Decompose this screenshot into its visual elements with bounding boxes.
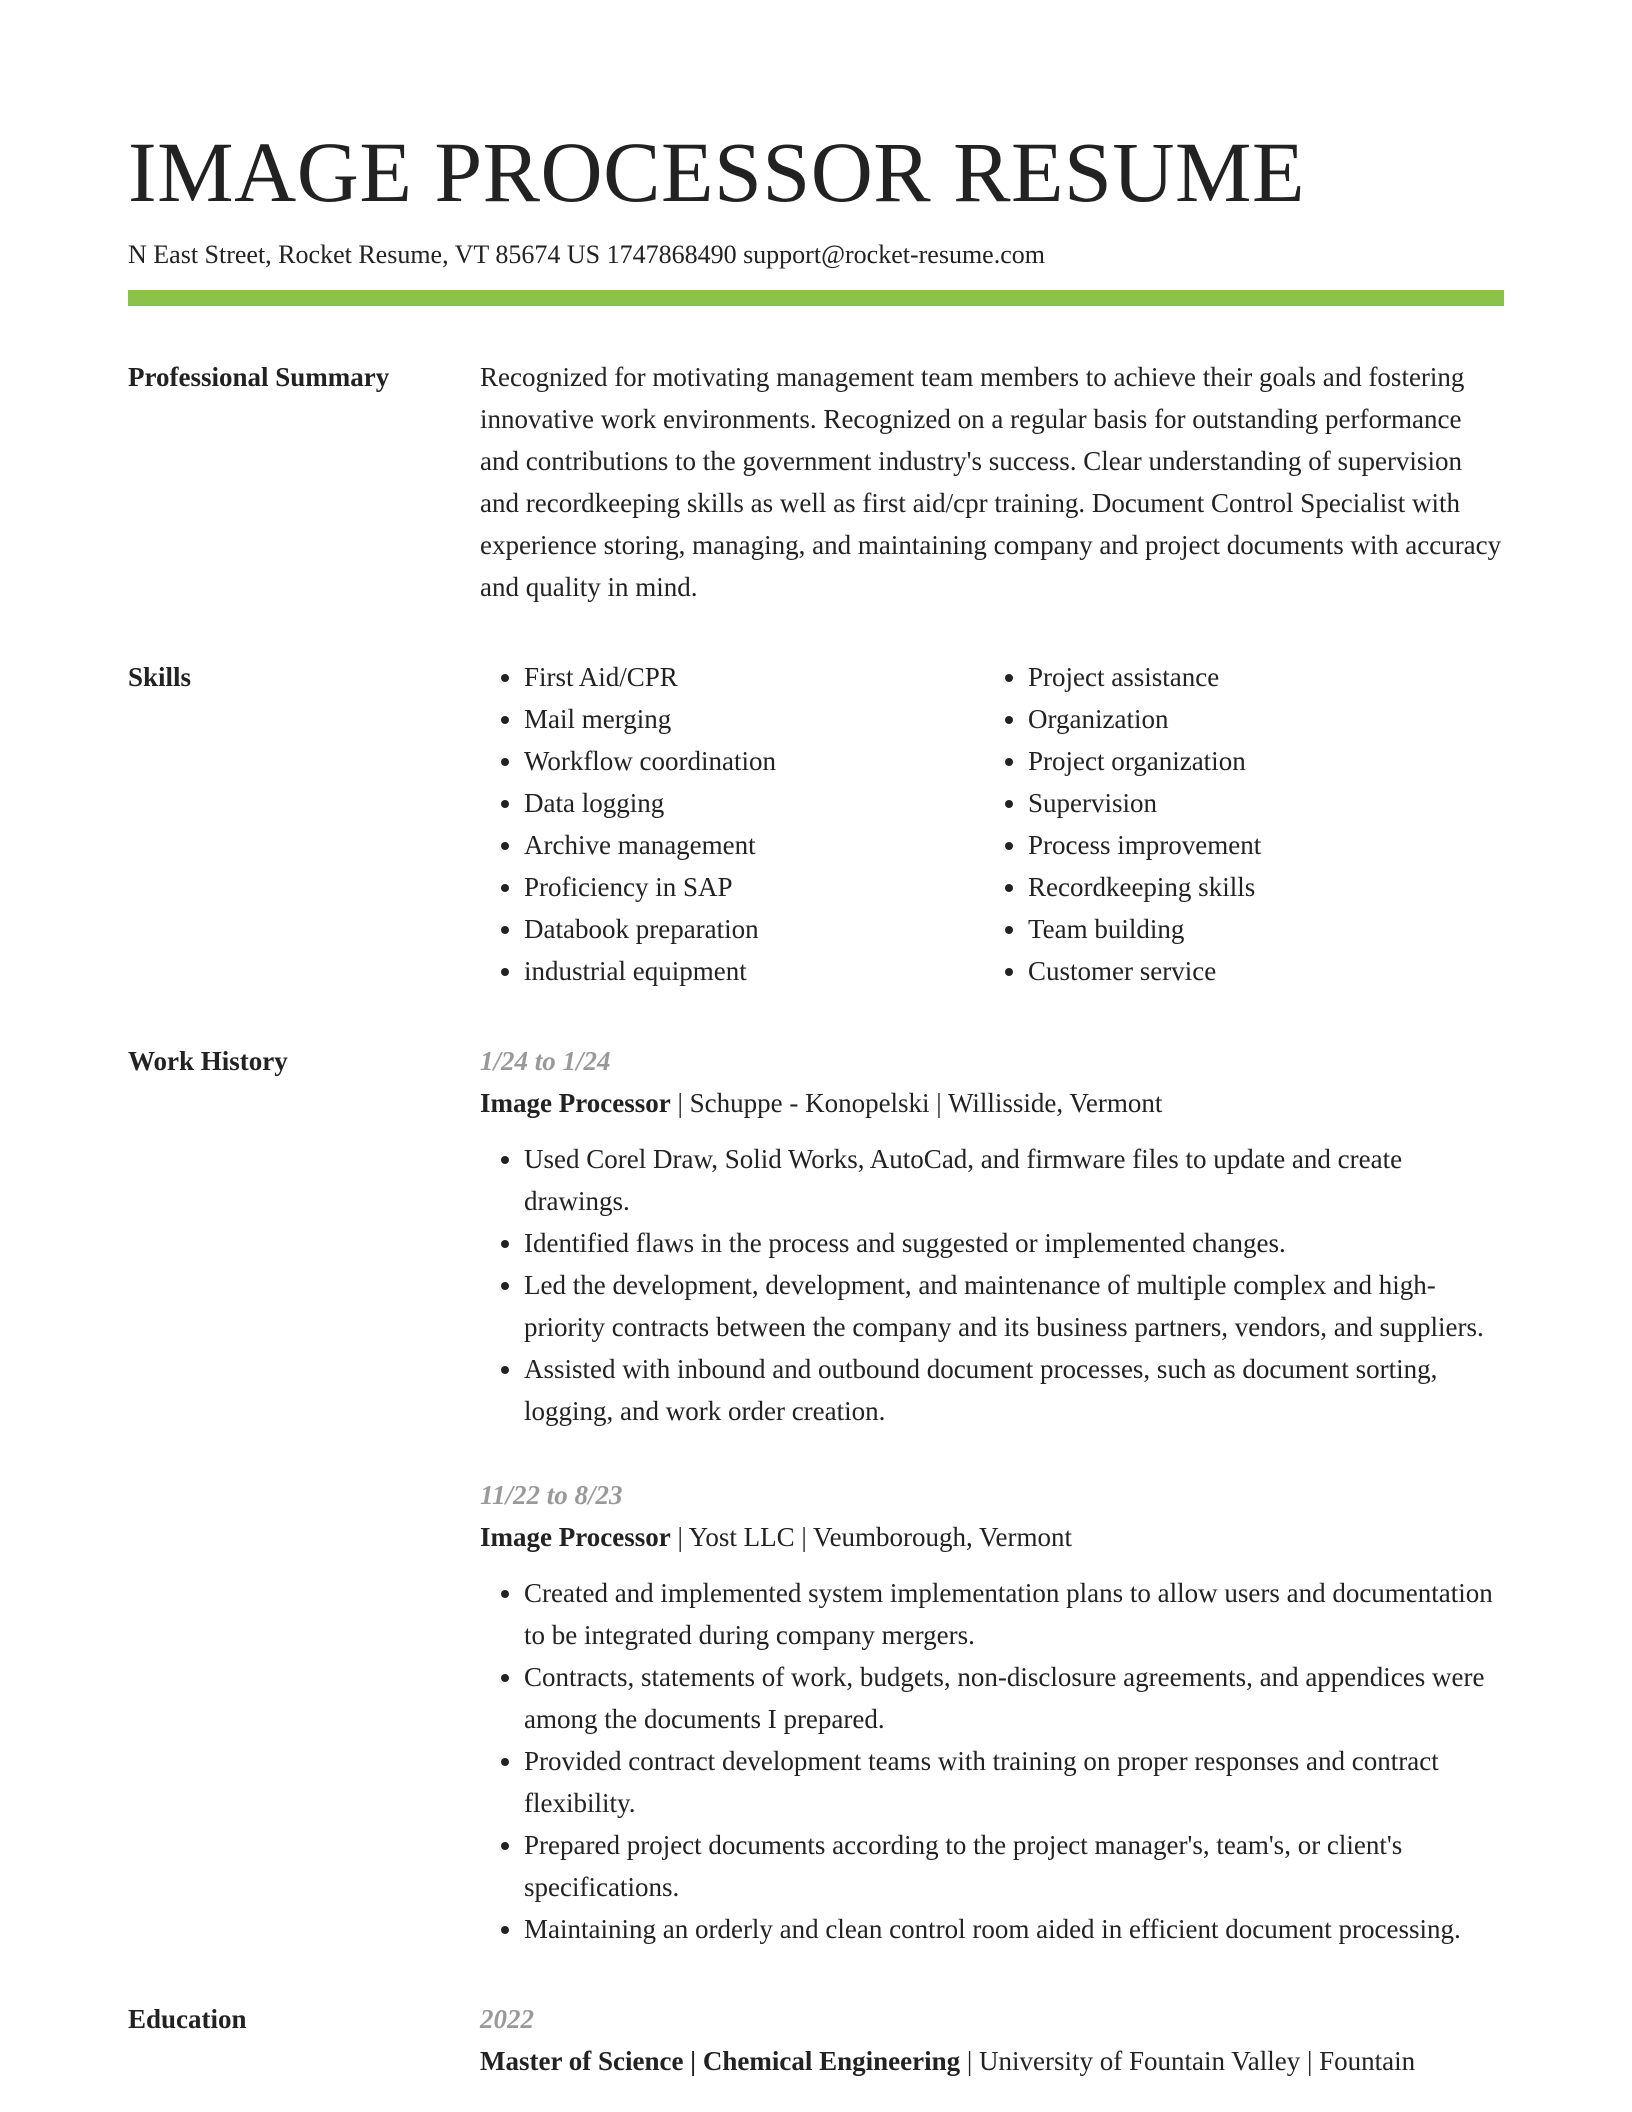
skills-heading: Skills [128,662,192,693]
education-degree-line [480,2040,1504,2082]
summary-heading: Professional Summary [128,362,390,393]
work-history-heading: Work History [128,1046,288,1077]
summary-section [128,356,1504,608]
work-history-section [128,1040,1504,1950]
job-entry [480,1474,1504,1950]
job-bullet: • Prepared project documents according to the project manager's, team's, or client's specifications. [524,1824,1504,1908]
job-bullet: • Identified flaws in the process and suggested or implemented changes. [524,1222,1504,1264]
skill-item: • Process improvement [1028,824,1504,866]
job-bullet: • Led the development, development, and maintenance of multiple complex and high-priority contracts between the company and its business partners, vendors, and suppliers. [524,1264,1504,1348]
job-bullet: • Assisted with inbound and outbound document processes, such as document sorting, logging, and work order creation. [524,1348,1504,1432]
skill-item: • Workflow coordination [524,740,984,782]
job-bullet: • Provided contract development teams with training on proper responses and contract flexibility. [524,1740,1504,1824]
job-date: 11/22 to 8/23 [480,1480,623,1511]
job-bullet: • Contracts, statements of work, budgets, non-disclosure agreements, and appendices were among the documents I prepared. [524,1656,1504,1740]
job-employer: | Schuppe - Konopelski | Willisside, Vermont [670,1088,1163,1119]
job-employer: | Yost LLC | Veumborough, Vermont [670,1522,1073,1553]
skill-item: • Project organization [1028,740,1504,782]
contact-phone: 1747868490 [606,240,737,269]
education-section [128,1998,1504,2082]
job-bullets [480,1572,1504,1950]
job-role-line [480,1516,1504,1558]
skill-item: • Project assistance [1028,656,1504,698]
accent-divider [128,290,1504,306]
skill-item: • Supervision [1028,782,1504,824]
education-school: | University of Fountain Valley | Fountain [960,2046,1416,2077]
job-bullet: • Maintaining an orderly and clean control room aided in efficient document processing. [524,1908,1504,1950]
skill-item: • Proficiency in SAP [524,866,984,908]
skill-item: • First Aid/CPR [524,656,984,698]
skill-item: • Customer service [1028,950,1504,992]
job-bullets [480,1138,1504,1432]
contact-address: N East Street, Rocket Resume, VT 85674 US [128,240,601,269]
resume-title: IMAGE PROCESSOR RESUME [128,124,1305,220]
skill-item: • Recordkeeping skills [1028,866,1504,908]
skill-item: • Data logging [524,782,984,824]
skills-list-right [984,656,1504,992]
education-degree: Master of Science | Chemical Engineering [480,2046,961,2077]
skill-item: • Team building [1028,908,1504,950]
job-entry [480,1040,1504,1432]
summary-text: Recognized for motivating management team members to achieve their goals and fostering innovative work environments. Recognized on a regular basis for outstanding performance and contributions to the government industry's success. Clear understanding of supervision and recordkeeping skills as well as first aid/cpr training. Document Control Specialist with experience storing, managing, and maintaining company and project documents with accuracy and quality in mind. [480,362,1502,603]
skill-item: • Organization [1028,698,1504,740]
skills-columns [480,656,1504,992]
job-title: Image Processor [480,1088,671,1119]
skill-item: • Archive management [524,824,984,866]
job-title: Image Processor [480,1522,671,1553]
job-role-line [480,1082,1504,1124]
job-bullet: • Created and implemented system implementation plans to allow users and documentation to be integrated during company mergers. [524,1572,1504,1656]
job-bullet: • Used Corel Draw, Solid Works, AutoCad, and firmware files to update and create drawings. [524,1138,1504,1222]
contact-line [128,239,1504,270]
skill-item: • Mail merging [524,698,984,740]
skill-item: • industrial equipment [524,950,984,992]
skills-section [128,656,1504,992]
education-heading: Education [128,2004,247,2035]
contact-email: support@rocket-resume.com [743,240,1045,269]
skills-list-left [480,656,984,992]
job-date: 1/24 to 1/24 [480,1046,611,1077]
skill-item: • Databook preparation [524,908,984,950]
education-date: 2022 [480,2004,534,2035]
